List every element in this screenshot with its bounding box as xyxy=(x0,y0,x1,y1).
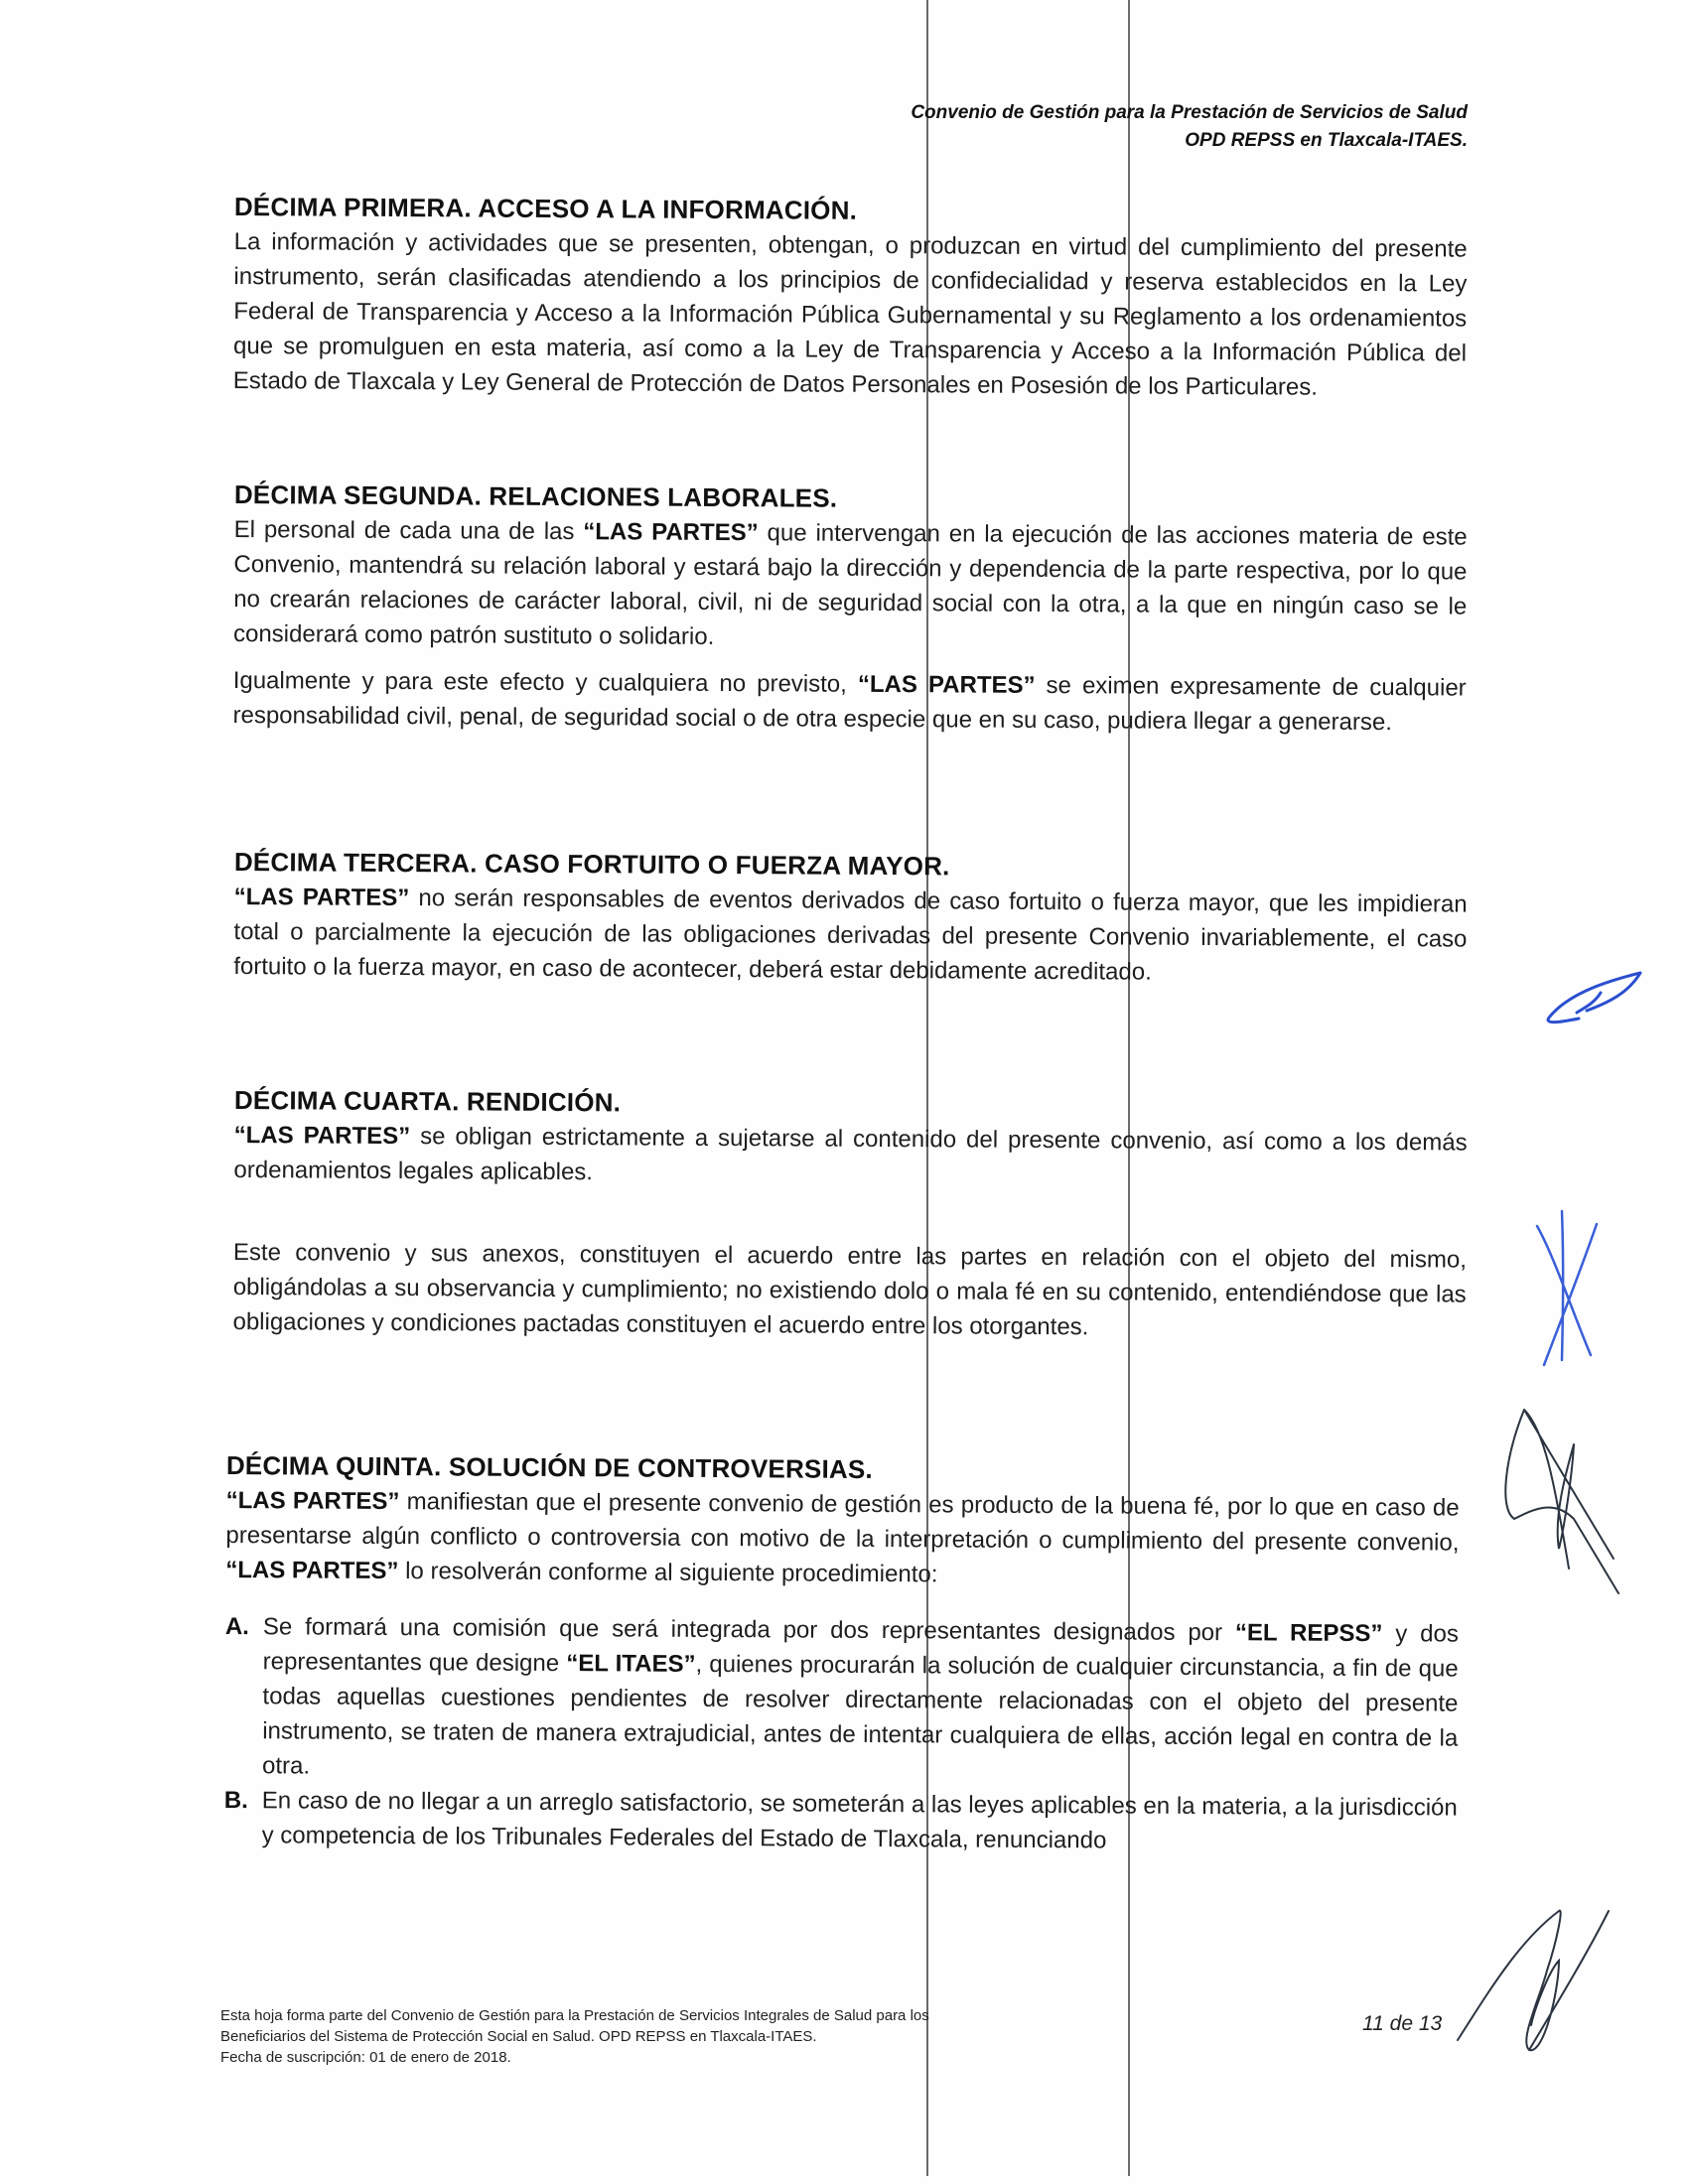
footer-subscription-date: Fecha de suscripción: 01 de enero de 2018. xyxy=(220,2049,511,2066)
party-name: “LAS PARTES” xyxy=(233,883,410,912)
party-name: “LAS PARTES” xyxy=(225,1556,399,1585)
text: Igualmente y para este efecto y cualquiera no previsto, xyxy=(232,666,859,698)
section-decima-tercera xyxy=(233,844,1468,992)
section-paragraph xyxy=(232,663,1466,741)
black-signature-icon xyxy=(1494,1400,1633,1598)
section-paragraph xyxy=(233,880,1468,992)
page-number: 11 de 13 xyxy=(1362,2012,1443,2035)
page-footer xyxy=(220,2005,929,2068)
party-name: “LAS PARTES” xyxy=(857,670,1036,699)
section-decima-cuarta xyxy=(232,1082,1468,1347)
text: El personal de cada una de las xyxy=(233,515,584,546)
text: y dos representantes que designe xyxy=(262,1620,1459,1678)
section-heading: DÉCIMA TERCERA. CASO FORTUITO O FUERZA MAYOR. xyxy=(233,846,950,882)
party-name: “LAS PARTES” xyxy=(233,1121,411,1151)
party-name: “EL REPSS” xyxy=(1234,1619,1383,1648)
text: que intervengan en la ejecución de las acciones materia de este Convenio, mantendrá su relación laboral y estará bajo la dirección y dependencia de la parte respectiva, por lo que no crearán relaciones de carácter laboral, civil, ni de seguridad social con la otra, a la que en ningún caso se le considerará como patrón sustituto o solidario. xyxy=(232,519,1468,650)
header-line-1: Convenio de Gestión para la Prestación de Servicios de Salud xyxy=(911,102,1468,123)
footer-line-1: Esta hoja forma parte del Convenio de Gestión para la Prestación de Servicios Integrales de Salud para los xyxy=(220,2007,929,2024)
section-paragraph: Este convenio y sus anexos, constituyen el acuerdo entre las partes en relación con el objeto del mismo, obligándolas a su observancia y cumplimiento; no existiendo dolo o mala fé en su contenido, entendiéndose que las obligaciones y condiciones pactadas constituyen el acuerdo entre los otorgantes. xyxy=(232,1238,1468,1341)
section-paragraph xyxy=(225,1483,1460,1595)
section-paragraph xyxy=(233,1118,1467,1195)
blue-initial-signature-icon xyxy=(1529,963,1668,1042)
party-name: “LAS PARTES” xyxy=(225,1486,400,1516)
text: manifiestan que el presente convenio de gestión es producto de la buena fé, por lo que en caso de presentarse algún conflicto o controversia con motivo de la interpretación o cumplimiento del presente convenio, xyxy=(225,1488,1460,1557)
text: En caso de no llegar a un arreglo satisfactorio, se someterán a las leyes aplicables en la materia, a la jurisdicción y competencia de los Tribunales Federales del Estado de Tlaxcala, renunciando xyxy=(261,1787,1458,1854)
section-heading: DÉCIMA PRIMERA. ACCESO A LA INFORMACIÓN. xyxy=(233,191,858,225)
section-decima-quinta xyxy=(224,1447,1460,1860)
party-name: “LAS PARTES” xyxy=(583,518,759,547)
list-item xyxy=(224,1783,1458,1860)
running-header xyxy=(911,99,1468,155)
section-decima-primera xyxy=(233,189,1468,406)
section-paragraph xyxy=(233,512,1468,659)
section-heading: DÉCIMA CUARTA. RENDICIÓN. xyxy=(233,1085,622,1118)
text: se eximen expresamente de cualquier responsabilidad civil, penal, de seguridad social o de otra especie que en su caso, pudiera llegar a generarse. xyxy=(232,671,1467,737)
blue-x-initial-icon xyxy=(1529,1206,1609,1375)
list-item-label: B. xyxy=(223,1786,248,1815)
footer-line-2: Beneficiarios del Sistema de Protección Social en Salud. OPD REPSS en Tlaxcala-ITAES. xyxy=(220,2028,817,2045)
section-decima-segunda xyxy=(232,477,1468,741)
bottom-signature-icon xyxy=(1450,1901,1628,2070)
text: , quienes procurarán la solución de cualquier circunstancia, a fin de que todas aquellas cuestiones pendientes de resolver directamente relacionadas con el objeto del presente instrumento, se traten de manera extrajudicial, antes de intentar cualquiera de ellas, acción legal en contra de la otra. xyxy=(261,1650,1459,1780)
section-heading: DÉCIMA QUINTA. SOLUCIÓN DE CONTROVERSIAS. xyxy=(225,1450,873,1484)
text: lo resolverán conforme al siguiente procedimiento: xyxy=(398,1558,938,1588)
list-item-label: A. xyxy=(224,1612,249,1641)
header-line-2: OPD REPSS en Tlaxcala-ITAES. xyxy=(1185,130,1468,151)
section-heading: DÉCIMA SEGUNDA. RELACIONES LABORALES. xyxy=(233,478,838,513)
section-body: La información y actividades que se presenten, obtengan, o produzcan en virtud del cumplimiento del presente instrumento, serán clasificadas atendiendo a los principios de confidecialidad y reserva establecidos en la Ley Federal de Transparencia y Acceso a la Información Pública Gubernamental y su Reglamento a los ordenamientos que se promulguen en esta materia, así como a la Ley de Transparencia y Acceso a la Información Pública del Estado de Tlaxcala y Ley General de Protección de Datos Personales en Posesión de los Particulares. xyxy=(232,227,1468,401)
party-name: “EL ITAES” xyxy=(566,1650,696,1678)
list-item xyxy=(224,1609,1459,1791)
text: Se formará una comisión que será integrada por dos representantes designados por xyxy=(262,1613,1236,1647)
text: se obligan estrictamente a sujetarse al contenido del presente convenio, así como a los demás ordenamientos legales aplicables. xyxy=(233,1123,1468,1186)
text: no serán responsables de eventos derivados de caso fortuito o fuerza mayor, que les impidieran total o parcialmente la ejecución de las obligaciones derivadas del presente Convenio invariablemente, el caso fortuito o la fuerza mayor, en caso de acontecer, deberá estar debidamente acreditado. xyxy=(233,885,1468,986)
